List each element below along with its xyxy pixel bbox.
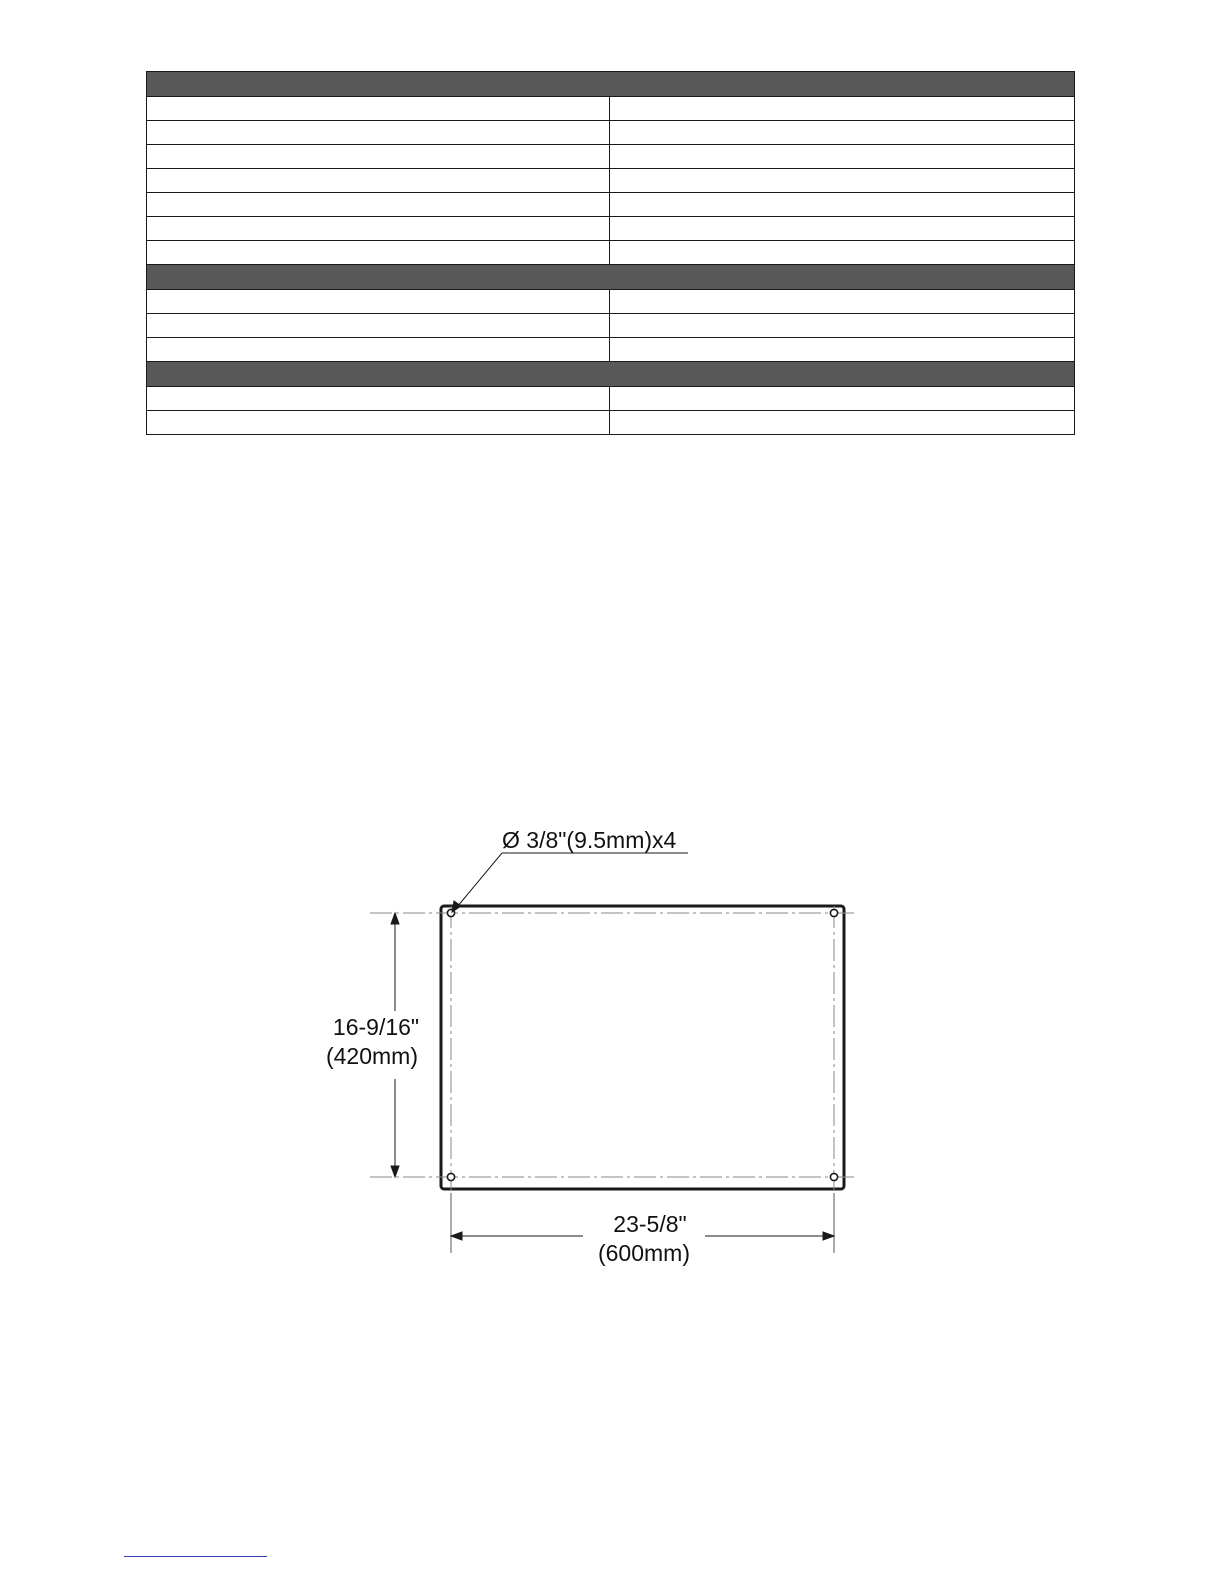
spec-label-cell (147, 387, 610, 411)
width-dimension-imperial: 23-5/8" (613, 1211, 687, 1237)
spec-section-title (147, 265, 1075, 290)
spec-value-cell (610, 97, 1075, 121)
spec-row (147, 387, 1075, 411)
mounting-holes (447, 909, 837, 1180)
spec-label-cell (147, 121, 610, 145)
spec-row (147, 314, 1075, 338)
spec-row (147, 121, 1075, 145)
hole-center-lines (370, 906, 856, 1190)
spec-row (147, 97, 1075, 121)
spec-label-cell (147, 169, 610, 193)
spec-row (147, 411, 1075, 435)
mounting-hole (830, 1173, 837, 1180)
spec-label-cell (147, 145, 610, 169)
spec-row (147, 290, 1075, 314)
spec-section-header (147, 265, 1075, 290)
spec-label-cell (147, 338, 610, 362)
spec-value-cell (610, 169, 1075, 193)
spec-value-cell (610, 387, 1075, 411)
footer-link-underline (124, 1556, 267, 1557)
mounting-hole (830, 909, 837, 916)
height-dimension-imperial: 16-9/16" (332, 1014, 420, 1040)
spec-value-cell (610, 314, 1075, 338)
spec-table (146, 71, 1075, 435)
spec-section-header (147, 72, 1075, 97)
hole-callout-leader (452, 853, 688, 912)
spec-label-cell (147, 217, 610, 241)
spec-row (147, 241, 1075, 265)
spec-row (147, 217, 1075, 241)
spec-value-cell (610, 145, 1075, 169)
spec-value-cell (610, 241, 1075, 265)
spec-label-cell (147, 97, 610, 121)
spec-row (147, 338, 1075, 362)
spec-section-title (147, 362, 1075, 387)
width-dimension-metric: (600mm) (597, 1240, 691, 1266)
spec-label-cell (147, 314, 610, 338)
spec-label-cell (147, 241, 610, 265)
spec-value-cell (610, 121, 1075, 145)
spec-label-cell (147, 411, 610, 435)
spec-value-cell (610, 193, 1075, 217)
spec-value-cell (610, 411, 1075, 435)
spec-row (147, 169, 1075, 193)
height-dimension-metric: (420mm) (325, 1043, 419, 1069)
spec-label-cell (147, 290, 610, 314)
spec-value-cell (610, 290, 1075, 314)
spec-label-cell (147, 193, 610, 217)
plate-outline (441, 906, 844, 1189)
mounting-hole (447, 1173, 454, 1180)
spec-section-title (147, 72, 1075, 97)
spec-table-body (147, 72, 1075, 435)
spec-row (147, 193, 1075, 217)
spec-row (147, 145, 1075, 169)
spec-section-header (147, 362, 1075, 387)
mounting-hole-diagram (300, 815, 900, 1285)
hole-callout-label: Ø 3/8"(9.5mm)x4 (502, 827, 677, 853)
spec-value-cell (610, 338, 1075, 362)
spec-value-cell (610, 217, 1075, 241)
